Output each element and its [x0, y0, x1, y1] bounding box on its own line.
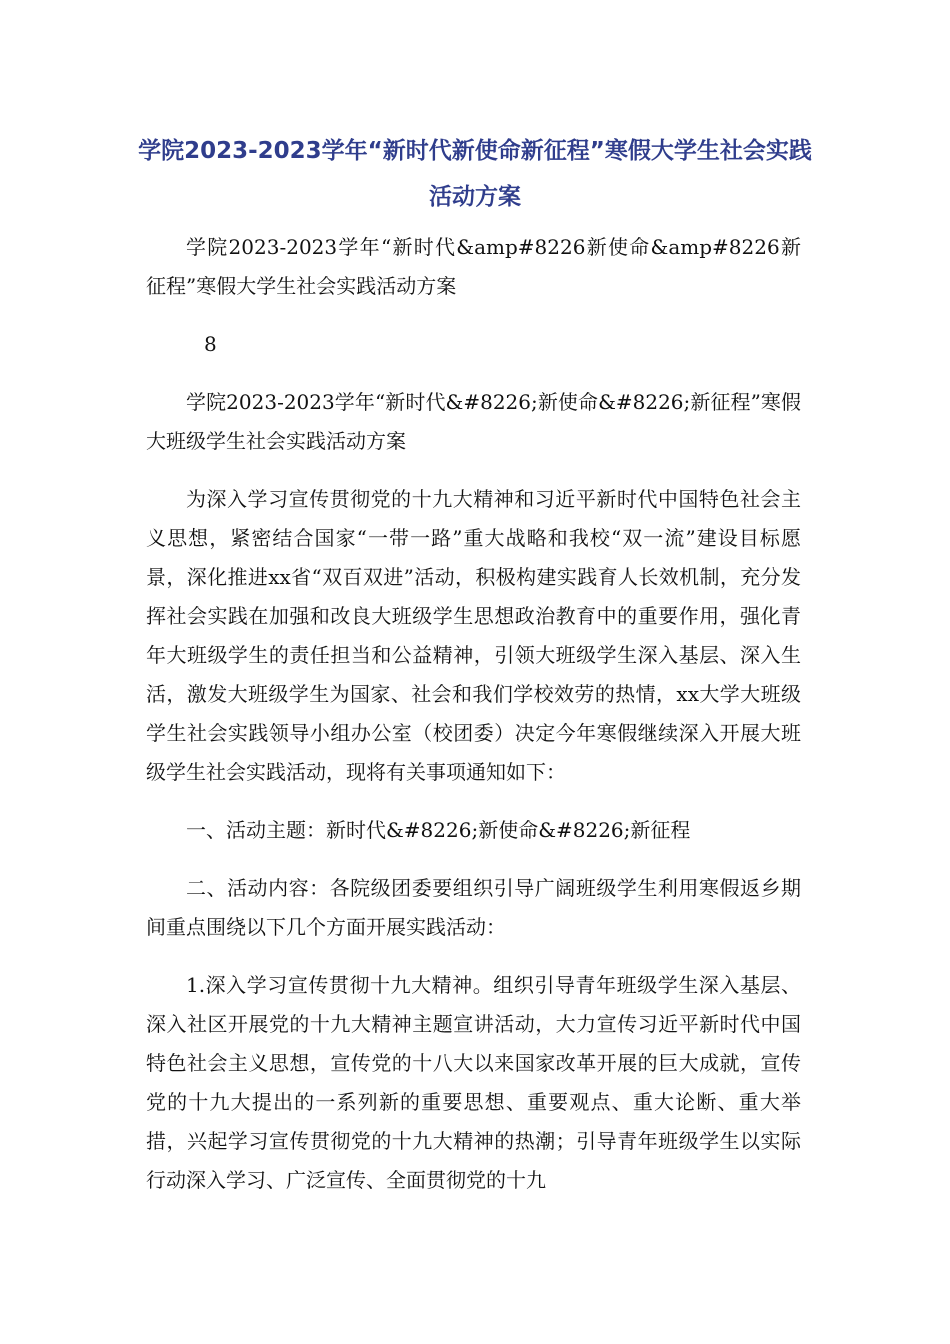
document-title: 学院2023-2023学年“新时代新使命新征程”寒假大学生社会实践活动方案 [138, 138, 812, 210]
paragraph-subtitle-encoded: 学院2023-2023学年“新时代&amp#8226新使命&amp#8226新征程”寒假大学生社会实践活动方案 [146, 235, 801, 298]
paragraph-item-1: 1.深入学习宣传贯彻十九大精神。组织引导青年班级学生深入基层、深入社区开展党的十九大精神主题宣讲活动，大力宣传习近平新时代中国特色社会主义思想，宣传党的十八大以来国家改革开展的巨大成就，宣传党的十九大提出的一系列新的重要思想、重要观点、重大论断、重大举措，兴起学习宣传贯彻党的十九大精神的热潮；引导青年班级学生以实际行动深入学习、广泛宣传、全面贯彻党的十九 [146, 973, 801, 1192]
document-body [146, 228, 801, 1219]
paragraph-content: 二、活动内容：各院级团委要组织引导广阔班级学生利用寒假返乡期间重点围绕以下几个方面开展实践活动： [146, 876, 801, 939]
paragraph-number: 8 [204, 332, 217, 356]
paragraph-intro: 为深入学习宣传贯彻党的十九大精神和习近平新时代中国特色社会主义思想，紧密结合国家“一带一路”重大战略和我校“双一流”建设目标愿景，深化推进xx省“双百双进”活动，积极构建实践育人长效机制，充分发挥社会实践在加强和改良大班级学生思想政治教育中的重要作用，强化青年大班级学生的责任担当和公益精神，引领大班级学生深入基层、深入生活，激发大班级学生为国家、社会和我们学校效劳的热情，xx大学大班级学生社会实践领导小组办公室（校团委）决定今年寒假继续深入开展大班级学生社会实践活动，现将有关事项通知如下： [146, 487, 801, 784]
paragraph-subtitle: 学院2023-2023学年“新时代&#8226;新使命&#8226;新征程”寒假大班级学生社会实践活动方案 [146, 390, 801, 453]
paragraph-theme: 一、活动主题：新时代&#8226;新使命&#8226;新征程 [186, 818, 691, 842]
